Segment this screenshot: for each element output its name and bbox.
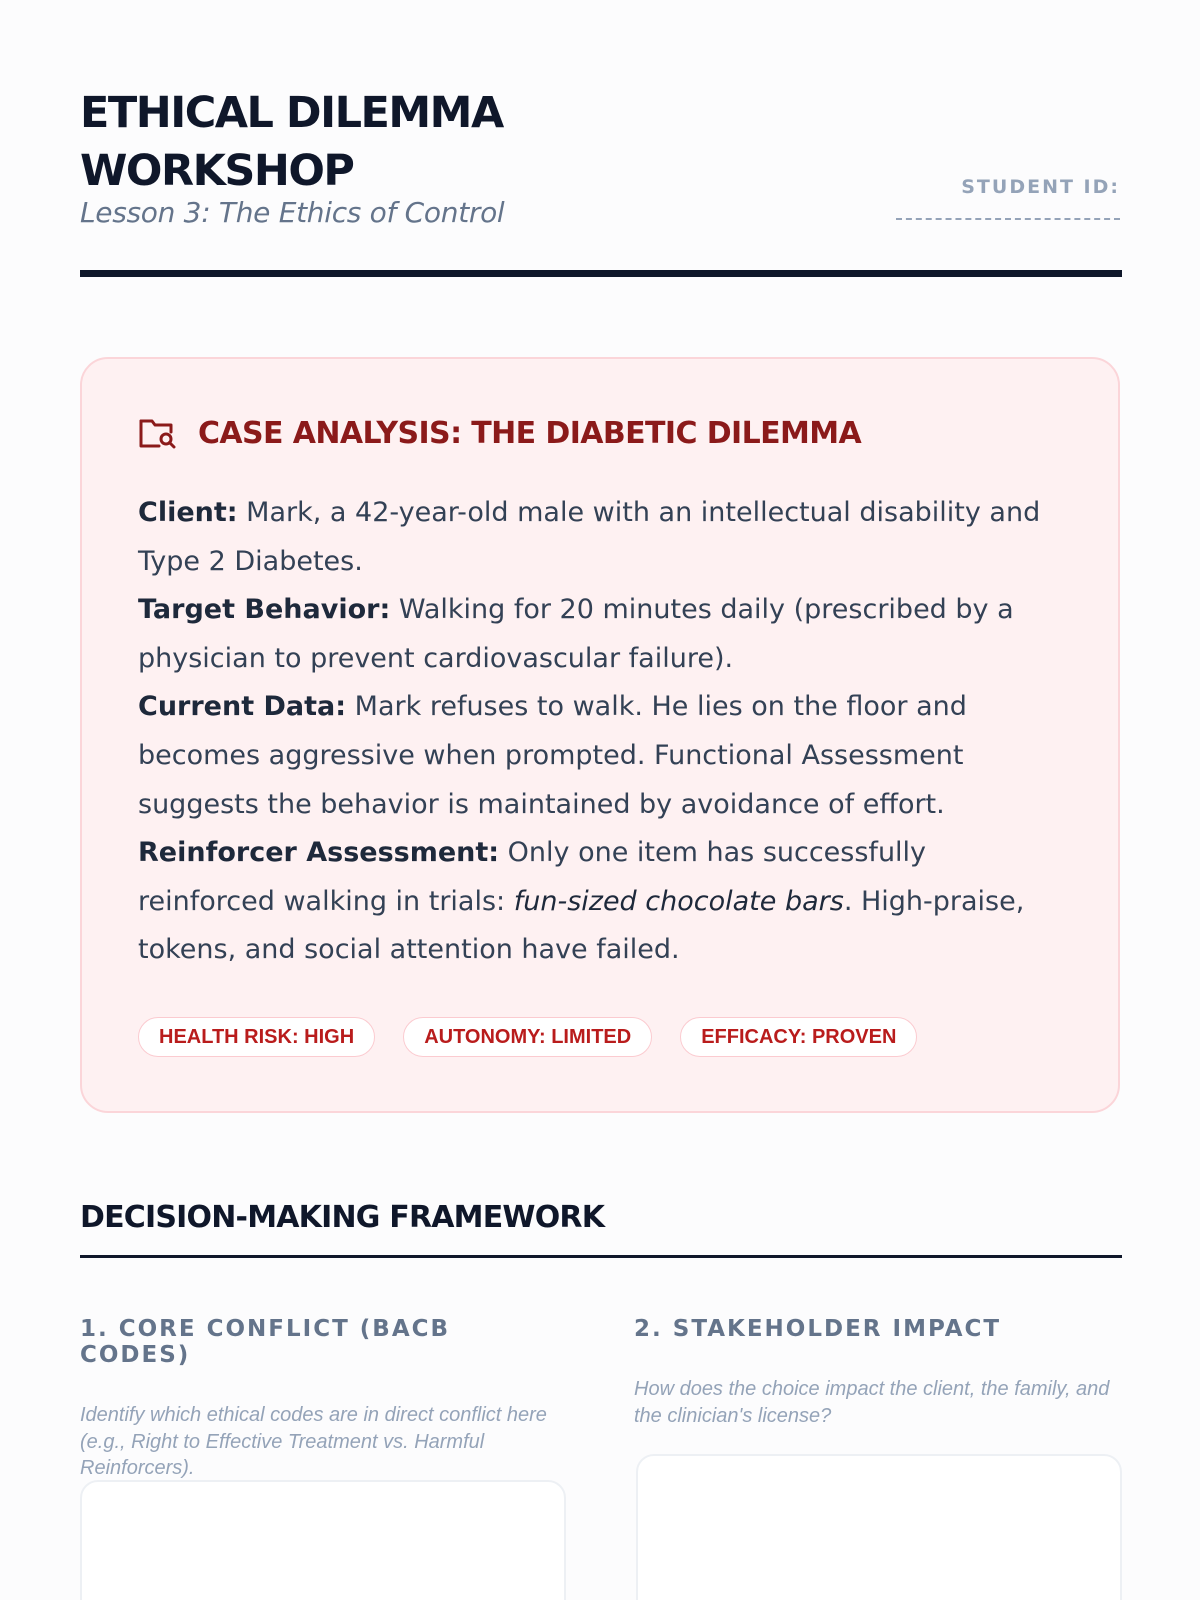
health-risk-badge: HEALTH RISK: HIGH xyxy=(138,1017,375,1057)
target-behavior-paragraph xyxy=(138,586,1068,683)
student-id-label: STUDENT ID: xyxy=(961,176,1120,198)
client-paragraph xyxy=(138,489,1068,586)
target-behavior-label: Target Behavior: xyxy=(138,594,391,626)
current-data-text: Mark refuses to walk. He lies on the floor and becomes aggressive when prompted. Functional Assessment suggests the behavior is maintained by avoidance of effort. xyxy=(138,691,967,820)
framework-divider xyxy=(80,1255,1122,1258)
student-id-block xyxy=(896,176,1120,220)
reinforcer-item: fun-sized chocolate bars xyxy=(513,885,844,917)
current-data-paragraph xyxy=(138,683,1068,829)
core-conflict-heading: 1. CORE CONFLICT (BACB CODES) xyxy=(80,1316,451,1368)
efficacy-badge: EFFICACY: PROVEN xyxy=(680,1017,917,1057)
target-behavior-text: Walking for 20 minutes daily (prescribed by a physician to prevent cardiovascular failure). xyxy=(138,594,1014,674)
lesson-subtitle: Lesson 3: The Ethics of Control xyxy=(80,196,505,229)
case-details xyxy=(138,489,1068,975)
core-conflict-section xyxy=(80,1316,566,1482)
case-title: CASE ANALYSIS: THE DIABETIC DILEMMA xyxy=(198,415,862,451)
folder-search-icon xyxy=(138,415,176,451)
case-tags xyxy=(138,1017,945,1057)
reinforcer-label: Reinforcer Assessment: xyxy=(138,837,500,869)
stakeholder-impact-answer-box[interactable] xyxy=(636,1454,1122,1600)
stakeholder-impact-section xyxy=(634,1316,1120,1429)
autonomy-badge: AUTONOMY: LIMITED xyxy=(403,1017,652,1057)
stakeholder-impact-heading: 2. STAKEHOLDER IMPACT xyxy=(634,1316,1002,1342)
student-id-field[interactable] xyxy=(896,208,1120,220)
core-conflict-answer-box[interactable] xyxy=(80,1480,566,1600)
client-text: Mark, a 42-year-old male with an intellectual disability and Type 2 Diabetes. xyxy=(138,497,1041,577)
reinforcer-text: Only one item has successfully reinforced walking in trials: xyxy=(138,837,927,917)
reinforcer-text-end: . High-praise, tokens, and social attention have failed. xyxy=(138,885,1025,966)
case-header xyxy=(138,415,861,451)
current-data-label: Current Data: xyxy=(138,691,347,723)
reinforcer-paragraph xyxy=(138,829,1068,975)
case-analysis-card xyxy=(80,357,1120,1113)
core-conflict-hint: Identify which ethical codes are in direct conflict here (e.g., Right to Effective Treatment vs. Harmful Reinforcers). xyxy=(80,1404,547,1479)
worksheet-page xyxy=(80,0,1122,1600)
framework-title: DECISION-MAKING FRAMEWORK xyxy=(80,1200,605,1235)
worksheet-header xyxy=(80,84,1122,274)
header-divider xyxy=(80,270,1122,277)
stakeholder-impact-hint: How does the choice impact the client, the family, and the clinician's license? xyxy=(634,1378,1110,1427)
page-title: ETHICAL DILEMMA WORKSHOP xyxy=(80,88,503,196)
client-label: Client: xyxy=(138,497,238,528)
